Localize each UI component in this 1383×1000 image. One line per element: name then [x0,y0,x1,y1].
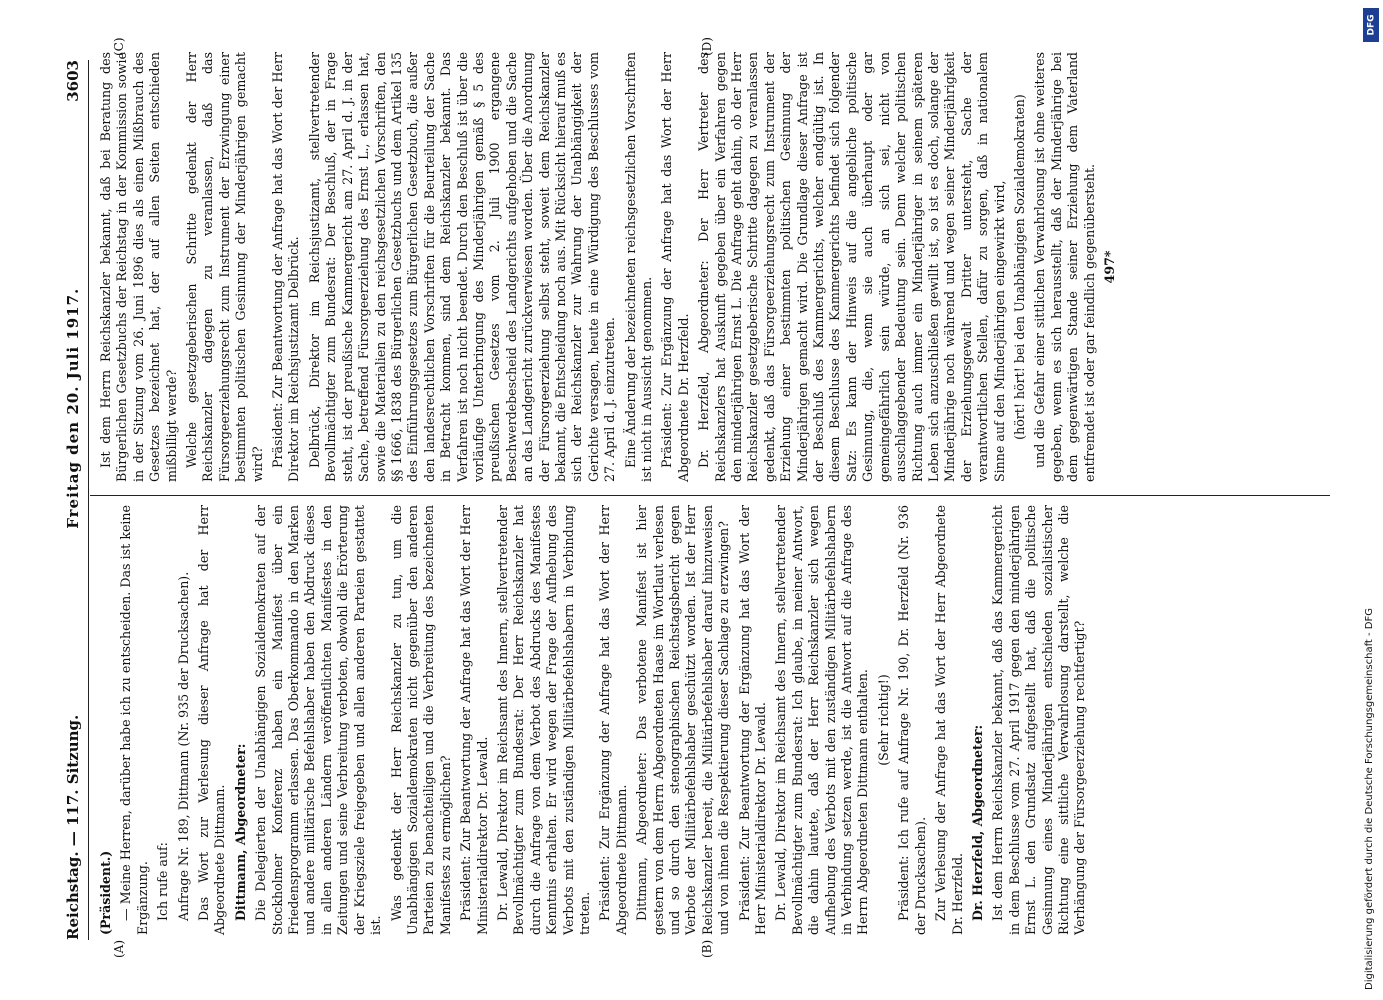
header-page-number: 3603 [64,60,82,102]
paragraph: Ist dem Herrn Reichskanzler bekannt, daß bei Beratung des Bürgerlichen Gesetzbuchs der Reichstag in der Kommission sowie in der Sitzung vom 26. Juni 1896 dies als einen Mißbrauch des Gesetzes bezeichnet hat, der auf allen Seiten entschieden mißbilligt werde? [98,52,179,482]
speaker-line: Dittmann, Abgeordneter: [232,743,248,921]
margin-mark-c: (C) [112,37,126,56]
paragraph: Dr. Lewald, Direktor im Reichsamt des Innern, stellvertretender Bevollmächtigter zum Bundesrat: Der Herr Reichskanzler hat durch die Anfrage von dem Verbot des Abdrucks des Manifestes Kenntnis erhalten. Er wird wegen der Frage der Aufhebung des Verbots mit den zuständigen Militärbefehlshabern in Verbindung treten. [494,505,592,935]
margin-mark-b: (B) [700,939,714,958]
paragraph: Dr. Lewald, Direktor im Reichsamt des Innern, stellvertretender Bevollmächtigter zum Bundesrat: Ich glaube, in meiner Antwort, die dahin lautete, daß der Herr Reichskanzler sich wegen Aufhebung des Verbots mit den zuständigen Militärbefehlshabern in Verbindung setzen werde, ist die Antwort auf die Anfrage des Herrn Abgeordneten Dittmann enthalten. [773,505,871,935]
credit-text: Digitalisierung gefördert durch die Deutsche Forschungsgemeinschaft - DFG [1364,607,1375,990]
paragraph: Präsident: Zur Beantwortung der Ergänzung hat das Wort der Herr Ministerialdirektor Dr. Lewald. [736,505,769,935]
dfg-logo [1363,8,1379,42]
column-divider [90,495,1330,496]
header-session: Reichstag. — 117. Sitzung. [64,714,82,940]
page-header [58,60,88,940]
paragraph: Zur Verlesung der Anfrage hat das Wort der Herr Abgeordnete Dr. Herzfeld. [933,505,965,935]
left-column [98,505,1093,935]
digitization-credit [1361,10,1379,990]
paragraph: Präsident: Zur Ergänzung der Anfrage hat das Wort der Herr Abgeordnete Dr. Herzfeld. [659,52,691,482]
sheet-signature: 497* [1101,250,1117,284]
interjection: (hört! hört! bei den Unabhängigen Sozialdemokraten) [1011,94,1027,440]
paragraph: Präsident: Zur Beantwortung der Anfrage hat das Wort der Herr Direktor im Reichsjustizamt Delbrück. [270,52,302,482]
paragraph: und die Gefahr einer sittlichen Verwahrlosung ist ohne weiteres gegeben, wenn es sich herausstellt, daß der Minderjährige bei dem gegenwärtigen Stande seiner Erziehung dem Vaterland entfremdet ist oder gar feindlich gegenübersteht. [1032,52,1097,482]
paragraph: Das Wort zur Verlesung dieser Anfrage hat der Herr Abgeordnete Dittmann. [196,505,228,935]
header-rule [88,60,89,940]
dfg-logo-text: DFG [1366,14,1377,36]
paragraph: Was gedenkt der Herr Reichskanzler zu tun, um die Unabhängigen Sozialdemokraten nicht gegenüber den anderen Parteien zu benachteiligen und die Verbreitung des bezeichneten Manifestes zu ermöglichen? [388,505,453,935]
speaker-line: Dr. Herzfeld, Abgeordneter: [969,724,985,921]
paragraph: Eine Änderung der bezeichneten reichsgesetzlichen Vorschriften ist nicht in Aussicht genommen. [622,52,654,482]
paragraph: Präsident: Zur Beantwortung der Anfrage hat das Wort der Herr Ministerialdirektor Dr. Lewald. [458,505,490,935]
paragraph: — Meine Herren, darüber habe ich zu entscheiden. Das ist keine Ergänzung. [118,505,150,935]
paragraph: Präsident: Ich rufe auf Anfrage Nr. 190, Dr. Herzfeld (Nr. 936 der Drucksachen). [896,505,928,935]
right-column [98,52,1122,482]
paragraph: (Präsident.) [98,850,113,935]
paragraph: Anfrage Nr. 189, Dittmann (Nr. 935 der Drucksachen). [175,571,191,921]
paragraph: Dittmann, Abgeordneter: Das verbotene Manifest ist hier gestern von dem Herrn Abgeordneten Haase im Wortlaut verlesen und so durch den stenographischen Reichstagsbericht gegen Verbote der Militärbefehlshaber geschützt worden. Ist der Herr Reichskanzler bereit, die Militärbefehlshaber darauf hinzuweisen und von ihnen die Respektierung dieser Sachlage zu erzwingen? [634,505,732,935]
header-date: Freitag den 20. Juli 1917. [64,287,82,529]
paragraph: Präsident: Zur Ergänzung der Anfrage hat das Wort der Herr Abgeordnete Dittmann. [597,505,629,935]
interjection: (Sehr richtig!) [875,674,891,766]
paragraph: Die Delegierten der Unabhängigen Sozialdemokraten auf der Stockholmer Konferenz haben ein Manifest über ein Friedensprogramm erlassen. Das Oberkommando in den Marken und andere militärische Befehlshaber haben den Abdruck dieses in allen anderen Ländern veröffentlichten Manifestes in den Zeitungen und seine Verbreitung verboten, obwohl die Erörterung der Kriegsziele freigegeben und allen anderen Parteien gestattet ist. [253,505,384,935]
margin-mark-a: (A) [112,939,126,958]
paragraph: Delbrück, Direktor im Reichsjustizamt, stellvertretender Bevollmächtigter zum Bundesrat: Der Beschluß, der in Frage steht, ist der preußische Kammergericht am 27. April d. J. in der Sache, betreffend Fürsorgeerziehung des Ernst L., erlassen hat, sowie die Materialien zu den reichsgesetzlichen Vorschriften, den §§ 1666, 1838 des Bürgerlichen Gesetzbuchs und dem Artikel 135 des Einführungsgesetzes zum Bürgerlichen Gesetzbuch, die außer den landesrechtlichen Vorschriften für die Beurteilung der Sache in Betracht kommen, sind dem Reichskanzler bekannt. Das Verfahren ist noch nicht beendet. Durch den Beschluß ist über die vorläufige Unterbringung des Minderjährigen gemäß § 5 des preußischen Gesetzes vom 2. Juli 1900 ergangene Beschwerdebescheid des Landgerichts aufgehoben und die Sache an das Landgericht zurückverwiesen worden. Über die Anordnung der Fürsorgeerziehung selbst steht, soweit dem Reichskanzler bekannt, die Entscheidung noch aus. Mit Rücksicht hierauf muß es sich der Reichskanzler zur Wahrung der Unabhängigkeit der Gerichte versagen, heute in eine Würdigung des Beschlusses vom 27. April d. J. einzutreten. [306,52,618,482]
paragraph: Welche gesetzgeberischen Schritte gedenkt der Herr Reichskanzler dagegen zu veranlassen, daß das Fürsorgeerziehungsrecht zum Instrument der Erzwingung einer bestimmten politischen Gesinnung der Minderjährigen gemacht wird? [184,52,265,482]
paragraph: Ist dem Herrn Reichskanzler bekannt, daß das Kammergericht in dem Beschlusse vom 27. April 1917 gegen den minderjährigen Ernst L. den Grundsatz aufgestellt hat, daß die politische Gesinnung eines Minderjährigen entschieden sozialistischer Richtung eine sittliche Verwahrlosung darstellt, welche die Verhängung der Fürsorgeerziehung rechtfertigt? [990,505,1088,935]
paragraph: Dr. Herzfeld, Abgeordneter: Der Herr Vertreter des Reichskanzlers hat Auskunft gegeben über ein Verfahren gegen den minderjährigen Ernst L. Die Anfrage geht dahin, ob der Herr Reichskanzler gesetzgeberische Schritte dagegen zu veranlassen gedenkt, daß das Fürsorgeerziehungsrecht zum Instrument der Erziehung einer bestimmten politischen Gesinnung der Minderjährigen gemacht wird. Die Grundlage dieser Anfrage ist der Beschluß des Kammergerichts, welcher endgültig ist. In diesem Beschlusse des Kammergerichts befindet sich folgender Satz: Es kann der Hinweis auf die angebliche politische Gesinnung, die, wenn sie auch überhaupt oder gar gemeingefährlich sein würde, an sich sei, nicht von ausschlaggebender Bedeutung sein. Denn welcher politischen Richtung auch immer ein Minderjähriger in seinem späteren Leben sich anzuschließen gewillt ist, so ist es doch, solange der Minderjährige noch während und wegen seiner Minderjährigkeit der Erziehungsgewalt Dritter untersteht, Sache der verantwortlichen Stellen, dafür zu sorgen, daß in nationalem Sinne auf den Minderjährigen eingewirkt wird, [696,52,1007,482]
paragraph: Ich rufe auf: [155,842,171,921]
margin-mark-d: (D) [700,37,714,56]
